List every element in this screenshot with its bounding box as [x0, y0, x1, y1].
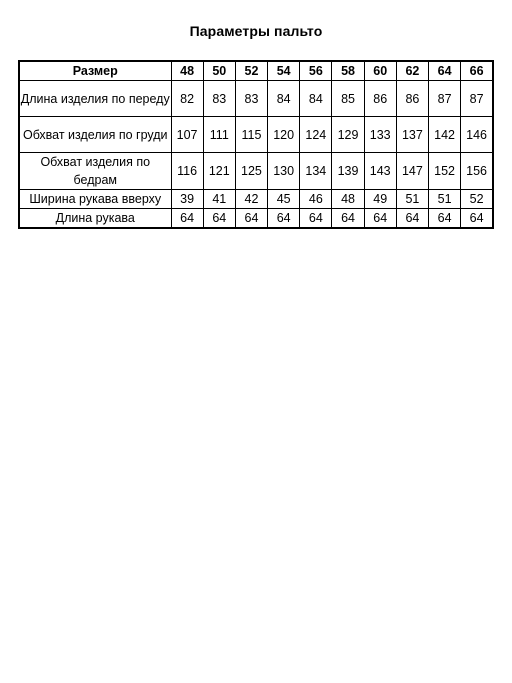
- row-label: Обхват изделия по груди: [19, 117, 171, 153]
- table-cell: 86: [396, 81, 428, 117]
- table-cell: 87: [429, 81, 461, 117]
- table-cell: 64: [461, 209, 493, 229]
- table-cell: 111: [203, 117, 235, 153]
- table-cell: 64: [396, 209, 428, 229]
- header-size-cell: 60: [364, 61, 396, 81]
- table-cell: 42: [235, 190, 267, 209]
- table-cell: 64: [429, 209, 461, 229]
- table-cell: 64: [300, 209, 332, 229]
- table-cell: 125: [235, 153, 267, 190]
- table-cell: 41: [203, 190, 235, 209]
- table-cell: 64: [235, 209, 267, 229]
- table-cell: 84: [300, 81, 332, 117]
- table-cell: 147: [396, 153, 428, 190]
- table-cell: 83: [235, 81, 267, 117]
- table-cell: 107: [171, 117, 203, 153]
- table-cell: 85: [332, 81, 364, 117]
- table-cell: 82: [171, 81, 203, 117]
- table-cell: 39: [171, 190, 203, 209]
- header-size-cell: 50: [203, 61, 235, 81]
- table-cell: 51: [429, 190, 461, 209]
- table-cell: 137: [396, 117, 428, 153]
- table-cell: 120: [268, 117, 300, 153]
- table-cell: 64: [171, 209, 203, 229]
- table-row: [19, 81, 493, 117]
- table-cell: 64: [268, 209, 300, 229]
- size-table: [18, 60, 494, 229]
- table-cell: 49: [364, 190, 396, 209]
- table-cell: 51: [396, 190, 428, 209]
- table-cell: 64: [364, 209, 396, 229]
- table-row: [19, 153, 493, 190]
- table-cell: 134: [300, 153, 332, 190]
- table-cell: 46: [300, 190, 332, 209]
- table-cell: 133: [364, 117, 396, 153]
- table-cell: 139: [332, 153, 364, 190]
- table-cell: 116: [171, 153, 203, 190]
- row-label: Ширина рукава вверху: [19, 190, 171, 209]
- row-label: Обхват изделия по бедрам: [19, 153, 171, 190]
- table-cell: 52: [461, 190, 493, 209]
- table-cell: 83: [203, 81, 235, 117]
- table-cell: 142: [429, 117, 461, 153]
- table-header-row: [19, 61, 493, 81]
- header-size-label: Размер: [19, 61, 171, 81]
- table-cell: 84: [268, 81, 300, 117]
- header-size-cell: 58: [332, 61, 364, 81]
- table-cell: 130: [268, 153, 300, 190]
- header-size-cell: 52: [235, 61, 267, 81]
- page-title: Параметры пальто: [189, 23, 323, 39]
- table-cell: 156: [461, 153, 493, 190]
- table-cell: 48: [332, 190, 364, 209]
- table-cell: 86: [364, 81, 396, 117]
- table-cell: 87: [461, 81, 493, 117]
- table-row: [19, 190, 493, 209]
- row-label: Длина изделия по переду: [19, 81, 171, 117]
- table-cell: 152: [429, 153, 461, 190]
- table-cell: 64: [203, 209, 235, 229]
- table-cell: 115: [235, 117, 267, 153]
- row-label: Длина рукава: [19, 209, 171, 229]
- header-size-cell: 54: [268, 61, 300, 81]
- header-size-cell: 62: [396, 61, 428, 81]
- table-row: [19, 209, 493, 229]
- table-cell: 124: [300, 117, 332, 153]
- header-size-cell: 64: [429, 61, 461, 81]
- table-cell: 146: [461, 117, 493, 153]
- table-cell: 121: [203, 153, 235, 190]
- table-cell: 64: [332, 209, 364, 229]
- header-size-cell: 66: [461, 61, 493, 81]
- table-row: [19, 117, 493, 153]
- table-cell: 45: [268, 190, 300, 209]
- header-size-cell: 48: [171, 61, 203, 81]
- table-cell: 129: [332, 117, 364, 153]
- table-cell: 143: [364, 153, 396, 190]
- header-size-cell: 56: [300, 61, 332, 81]
